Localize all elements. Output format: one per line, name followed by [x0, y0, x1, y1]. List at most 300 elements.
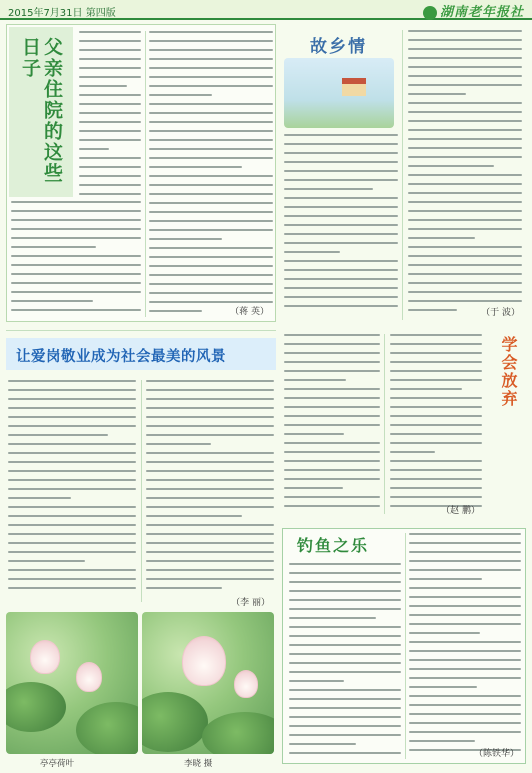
text-line-placeholder — [408, 102, 522, 104]
text-line-placeholder — [409, 677, 521, 679]
text-line-placeholder — [284, 370, 380, 372]
text-line-placeholder — [409, 551, 521, 553]
text-line-placeholder — [289, 680, 344, 682]
text-line-placeholder — [409, 731, 521, 733]
text-line-placeholder — [11, 273, 141, 275]
text-line-placeholder — [408, 246, 522, 248]
text-line-placeholder — [146, 380, 274, 382]
text-line-placeholder — [390, 406, 482, 408]
text-line-placeholder — [408, 111, 522, 113]
text-line-placeholder — [409, 569, 521, 571]
text-line-placeholder — [79, 49, 141, 51]
text-line-placeholder — [284, 278, 398, 280]
text-line-placeholder — [79, 130, 141, 132]
text-line-placeholder — [11, 291, 141, 293]
text-line-placeholder — [409, 650, 521, 652]
text-line-placeholder — [8, 479, 136, 481]
text-line-placeholder — [408, 120, 522, 122]
text-line-placeholder — [8, 443, 136, 445]
column-divider — [384, 334, 385, 514]
photo-caption-right: 李晓 摄 — [184, 759, 213, 769]
text-line-placeholder — [289, 662, 401, 664]
text-line-placeholder — [149, 31, 273, 33]
text-line-placeholder — [408, 219, 522, 221]
article-hometown-byline: （于 波） — [481, 308, 520, 318]
text-line-placeholder — [149, 184, 273, 186]
text-line-placeholder — [8, 533, 136, 535]
text-line-placeholder — [79, 175, 141, 177]
text-line-placeholder — [146, 506, 274, 508]
text-line-placeholder — [390, 487, 482, 489]
text-line-placeholder — [409, 542, 521, 544]
text-line-placeholder — [149, 265, 273, 267]
column-divider — [405, 533, 406, 759]
text-line-placeholder — [11, 264, 141, 266]
hometown-image — [284, 58, 394, 128]
lotus-flower — [234, 670, 258, 698]
text-line-placeholder — [390, 433, 482, 435]
text-line-placeholder — [409, 605, 521, 607]
text-line-placeholder — [284, 415, 380, 417]
text-line-placeholder — [284, 188, 373, 190]
text-line-placeholder — [408, 66, 522, 68]
article-hometown-col1-lower — [284, 134, 398, 314]
text-line-placeholder — [408, 192, 522, 194]
text-line-placeholder — [284, 397, 380, 399]
text-line-placeholder — [409, 578, 482, 580]
text-line-placeholder — [409, 659, 521, 661]
text-line-placeholder — [79, 148, 109, 150]
text-line-placeholder — [284, 487, 343, 489]
article-father-col2 — [149, 31, 273, 319]
text-line-placeholder — [408, 282, 522, 284]
lotus-photo-right — [142, 612, 274, 754]
column-divider — [145, 31, 146, 317]
text-line-placeholder — [8, 416, 136, 418]
article-work-banner — [6, 338, 276, 370]
text-line-placeholder — [146, 587, 222, 589]
text-line-placeholder — [146, 452, 274, 454]
article-father-byline: （蒋 英） — [230, 307, 269, 317]
article-father-col1 — [79, 31, 141, 202]
section-divider — [6, 330, 276, 331]
text-line-placeholder — [146, 551, 274, 553]
text-line-placeholder — [149, 256, 273, 258]
text-line-placeholder — [79, 121, 141, 123]
text-line-placeholder — [408, 201, 522, 203]
text-line-placeholder — [146, 524, 274, 526]
text-line-placeholder — [284, 206, 398, 208]
text-line-placeholder — [149, 130, 273, 132]
text-line-placeholder — [149, 58, 273, 60]
text-line-placeholder — [390, 478, 482, 480]
text-line-placeholder — [284, 305, 398, 307]
text-line-placeholder — [289, 590, 401, 592]
leaf-shape — [76, 702, 138, 754]
text-line-placeholder — [11, 282, 141, 284]
text-line-placeholder — [409, 740, 475, 742]
text-line-placeholder — [289, 725, 401, 727]
text-line-placeholder — [149, 139, 273, 141]
text-line-placeholder — [289, 671, 401, 673]
text-line-placeholder — [390, 424, 482, 426]
text-line-placeholder — [284, 388, 380, 390]
text-line-placeholder — [146, 488, 274, 490]
text-line-placeholder — [409, 704, 521, 706]
text-line-placeholder — [8, 506, 136, 508]
text-line-placeholder — [146, 461, 274, 463]
text-line-placeholder — [408, 291, 522, 293]
text-line-placeholder — [146, 434, 274, 436]
article-learning-title-box — [486, 330, 526, 480]
text-line-placeholder — [390, 451, 435, 453]
text-line-placeholder — [149, 193, 273, 195]
text-line-placeholder — [11, 255, 141, 257]
text-line-placeholder — [284, 260, 398, 262]
text-line-placeholder — [149, 274, 273, 276]
text-line-placeholder — [79, 85, 127, 87]
text-line-placeholder — [289, 626, 401, 628]
text-line-placeholder — [79, 112, 141, 114]
text-line-placeholder — [409, 695, 521, 697]
text-line-placeholder — [79, 166, 141, 168]
article-father-col1-lower — [11, 201, 141, 318]
text-line-placeholder — [289, 698, 401, 700]
text-line-placeholder — [390, 352, 482, 354]
text-line-placeholder — [284, 343, 380, 345]
text-line-placeholder — [149, 310, 202, 312]
article-fishing-col2 — [409, 533, 521, 758]
text-line-placeholder — [284, 134, 398, 136]
text-line-placeholder — [149, 220, 273, 222]
article-fishing-title: 钓鱼之乐 — [297, 536, 370, 555]
text-line-placeholder — [149, 292, 273, 294]
text-line-placeholder — [149, 76, 273, 78]
text-line-placeholder — [408, 264, 522, 266]
text-line-placeholder — [289, 689, 401, 691]
text-line-placeholder — [79, 193, 141, 195]
article-work-col1 — [8, 380, 136, 596]
text-line-placeholder — [284, 143, 398, 145]
text-line-placeholder — [149, 121, 273, 123]
text-line-placeholder — [149, 175, 273, 177]
text-line-placeholder — [149, 40, 273, 42]
text-line-placeholder — [409, 560, 521, 562]
text-line-placeholder — [8, 488, 136, 490]
text-line-placeholder — [146, 443, 211, 445]
text-line-placeholder — [390, 343, 482, 345]
text-line-placeholder — [146, 389, 274, 391]
text-line-placeholder — [284, 179, 398, 181]
text-line-placeholder — [8, 542, 136, 544]
text-line-placeholder — [390, 469, 482, 471]
text-line-placeholder — [390, 460, 482, 462]
text-line-placeholder — [284, 379, 346, 381]
text-line-placeholder — [146, 578, 274, 580]
text-line-placeholder — [289, 608, 401, 610]
text-line-placeholder — [79, 40, 141, 42]
text-line-placeholder — [284, 269, 398, 271]
article-hometown-col2 — [408, 30, 522, 318]
masthead — [423, 1, 524, 20]
text-line-placeholder — [409, 623, 521, 625]
text-line-placeholder — [79, 157, 141, 159]
text-line-placeholder — [409, 587, 521, 589]
text-line-placeholder — [289, 716, 401, 718]
text-line-placeholder — [284, 505, 380, 507]
text-line-placeholder — [11, 210, 141, 212]
text-line-placeholder — [284, 433, 344, 435]
text-line-placeholder — [149, 283, 273, 285]
text-line-placeholder — [11, 201, 141, 203]
text-line-placeholder — [11, 228, 141, 230]
text-line-placeholder — [408, 156, 522, 158]
text-line-placeholder — [284, 170, 398, 172]
text-line-placeholder — [408, 138, 522, 140]
text-line-placeholder — [149, 166, 242, 168]
text-line-placeholder — [284, 251, 340, 253]
text-line-placeholder — [284, 215, 398, 217]
text-line-placeholder — [284, 460, 380, 462]
text-line-placeholder — [146, 569, 274, 571]
article-hometown-title: 故乡情 — [310, 37, 367, 57]
text-line-placeholder — [8, 551, 136, 553]
text-line-placeholder — [408, 57, 522, 59]
text-line-placeholder — [149, 157, 273, 159]
text-line-placeholder — [284, 496, 380, 498]
text-line-placeholder — [390, 397, 482, 399]
text-line-placeholder — [284, 296, 398, 298]
text-line-placeholder — [284, 451, 380, 453]
article-father-title: 父亲住院的这些日子 — [19, 37, 63, 184]
text-line-placeholder — [149, 49, 273, 51]
text-line-placeholder — [146, 425, 274, 427]
article-learning-col2 — [390, 334, 482, 514]
column-divider — [402, 30, 403, 320]
article-fishing — [282, 528, 526, 764]
text-line-placeholder — [11, 309, 141, 311]
text-line-placeholder — [79, 184, 141, 186]
column-divider — [141, 380, 142, 602]
text-line-placeholder — [146, 515, 242, 517]
house-icon — [342, 78, 366, 96]
text-line-placeholder — [8, 452, 136, 454]
article-learning — [282, 330, 526, 520]
text-line-placeholder — [289, 635, 401, 637]
text-line-placeholder — [146, 533, 274, 535]
text-line-placeholder — [79, 58, 141, 60]
text-line-placeholder — [409, 614, 521, 616]
text-line-placeholder — [390, 370, 482, 372]
hometown-illustration — [284, 58, 394, 128]
leaf-shape — [6, 682, 66, 732]
text-line-placeholder — [289, 644, 401, 646]
logo-icon — [423, 6, 437, 20]
text-line-placeholder — [284, 224, 398, 226]
text-line-placeholder — [149, 229, 273, 231]
text-line-placeholder — [284, 478, 380, 480]
text-line-placeholder — [390, 415, 482, 417]
text-line-placeholder — [289, 653, 401, 655]
text-line-placeholder — [149, 238, 222, 240]
text-line-placeholder — [8, 425, 136, 427]
text-line-placeholder — [408, 165, 494, 167]
text-line-placeholder — [390, 379, 482, 381]
text-line-placeholder — [289, 572, 401, 574]
text-line-placeholder — [79, 67, 141, 69]
text-line-placeholder — [390, 442, 482, 444]
lotus-flower — [30, 640, 60, 674]
text-line-placeholder — [289, 752, 401, 754]
text-line-placeholder — [8, 434, 108, 436]
text-line-placeholder — [408, 309, 457, 311]
text-line-placeholder — [284, 242, 398, 244]
text-line-placeholder — [409, 722, 521, 724]
text-line-placeholder — [408, 228, 522, 230]
text-line-placeholder — [146, 470, 274, 472]
text-line-placeholder — [149, 94, 212, 96]
text-line-placeholder — [146, 479, 274, 481]
text-line-placeholder — [79, 139, 141, 141]
text-line-placeholder — [149, 67, 273, 69]
text-line-placeholder — [409, 713, 521, 715]
text-line-placeholder — [8, 515, 136, 517]
text-line-placeholder — [79, 94, 141, 96]
text-line-placeholder — [408, 30, 522, 32]
text-line-placeholder — [408, 273, 522, 275]
text-line-placeholder — [8, 380, 136, 382]
text-line-placeholder — [8, 569, 136, 571]
article-fishing-byline: （陈铁华） — [473, 749, 519, 759]
text-line-placeholder — [149, 301, 273, 303]
text-line-placeholder — [289, 617, 376, 619]
text-line-placeholder — [408, 93, 466, 95]
text-line-placeholder — [408, 48, 522, 50]
text-line-placeholder — [408, 174, 522, 176]
text-line-placeholder — [284, 287, 398, 289]
text-line-placeholder — [149, 112, 273, 114]
text-line-placeholder — [8, 497, 71, 499]
text-line-placeholder — [289, 581, 401, 583]
article-father-title-box — [9, 27, 73, 197]
leaf-shape — [202, 712, 274, 754]
text-line-placeholder — [408, 39, 522, 41]
text-line-placeholder — [284, 361, 380, 363]
text-line-placeholder — [149, 148, 273, 150]
text-line-placeholder — [149, 103, 273, 105]
text-line-placeholder — [408, 75, 522, 77]
text-line-placeholder — [8, 578, 136, 580]
text-line-placeholder — [8, 587, 136, 589]
text-line-placeholder — [409, 668, 521, 670]
text-line-placeholder — [284, 334, 380, 336]
text-line-placeholder — [284, 152, 398, 154]
masthead-text: 湖南老年报社 — [439, 5, 524, 20]
text-line-placeholder — [289, 734, 401, 736]
text-line-placeholder — [284, 233, 398, 235]
article-hometown — [282, 24, 526, 324]
text-line-placeholder — [408, 237, 475, 239]
article-work-title: 让爱岗敬业成为社会最美的风景 — [16, 349, 226, 365]
text-line-placeholder — [409, 686, 477, 688]
lotus-flower — [76, 662, 102, 692]
text-line-placeholder — [149, 211, 273, 213]
text-line-placeholder — [284, 442, 380, 444]
text-line-placeholder — [284, 424, 380, 426]
text-line-placeholder — [289, 599, 401, 601]
text-line-placeholder — [11, 300, 93, 302]
text-line-placeholder — [146, 398, 274, 400]
text-line-placeholder — [8, 407, 136, 409]
leaf-shape — [142, 692, 208, 752]
text-line-placeholder — [79, 76, 141, 78]
text-line-placeholder — [408, 183, 522, 185]
text-line-placeholder — [408, 300, 522, 302]
text-line-placeholder — [8, 524, 136, 526]
text-line-placeholder — [11, 219, 141, 221]
text-line-placeholder — [390, 496, 482, 498]
text-line-placeholder — [408, 210, 522, 212]
article-work — [6, 376, 276, 608]
text-line-placeholder — [146, 416, 274, 418]
article-father — [6, 24, 276, 322]
text-line-placeholder — [390, 334, 482, 336]
text-line-placeholder — [409, 533, 521, 535]
lotus-flower — [182, 636, 226, 686]
text-line-placeholder — [408, 129, 522, 131]
text-line-placeholder — [408, 147, 522, 149]
text-line-placeholder — [289, 743, 356, 745]
text-line-placeholder — [289, 707, 401, 709]
text-line-placeholder — [284, 161, 398, 163]
text-line-placeholder — [408, 255, 522, 257]
lotus-photo-left — [6, 612, 138, 754]
text-line-placeholder — [289, 563, 401, 565]
text-line-placeholder — [8, 461, 136, 463]
text-line-placeholder — [146, 407, 274, 409]
text-line-placeholder — [149, 85, 273, 87]
text-line-placeholder — [149, 202, 273, 204]
text-line-placeholder — [408, 84, 522, 86]
date-line: 2015年7月31日 第四版 — [8, 8, 116, 19]
text-line-placeholder — [284, 406, 380, 408]
text-line-placeholder — [146, 542, 274, 544]
text-line-placeholder — [146, 560, 274, 562]
text-line-placeholder — [79, 31, 141, 33]
article-learning-byline: （赵 鹏） — [441, 506, 480, 516]
article-fishing-col1 — [289, 563, 401, 761]
text-line-placeholder — [409, 632, 480, 634]
article-learning-title: 学会放弃 — [499, 336, 518, 408]
text-line-placeholder — [79, 103, 141, 105]
text-line-placeholder — [8, 389, 136, 391]
text-line-placeholder — [146, 497, 274, 499]
text-line-placeholder — [149, 247, 273, 249]
text-line-placeholder — [409, 596, 521, 598]
text-line-placeholder — [284, 469, 380, 471]
article-work-col2 — [146, 380, 274, 596]
text-line-placeholder — [284, 352, 380, 354]
text-line-placeholder — [8, 470, 136, 472]
text-line-placeholder — [409, 641, 521, 643]
photo-caption-left: 亭亭荷叶 — [40, 759, 75, 769]
text-line-placeholder — [284, 197, 398, 199]
text-line-placeholder — [11, 246, 96, 248]
article-learning-col1 — [284, 334, 380, 514]
text-line-placeholder — [390, 388, 462, 390]
text-line-placeholder — [11, 237, 141, 239]
text-line-placeholder — [390, 361, 482, 363]
